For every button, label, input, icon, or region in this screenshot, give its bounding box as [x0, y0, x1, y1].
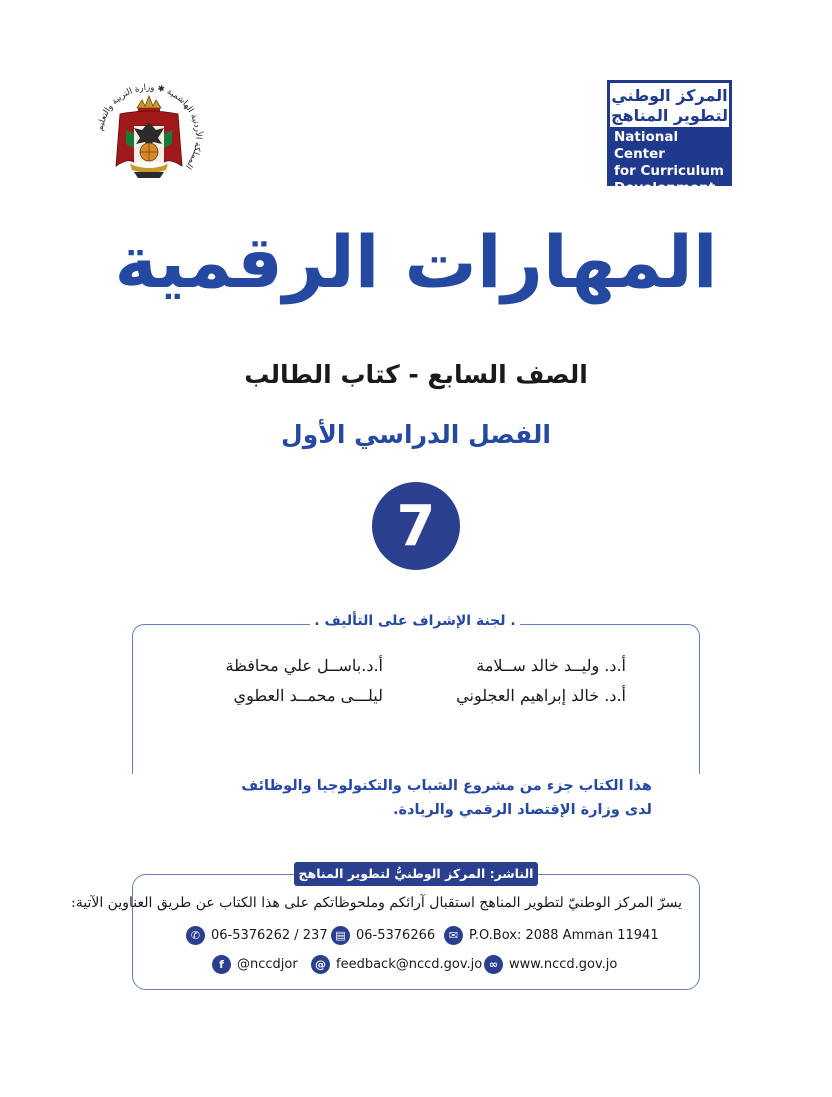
nccd-logo-english-line3: Development: [614, 180, 716, 196]
committee-member: ليلـــى محمــد العطوي: [233, 686, 383, 705]
website-url[interactable]: www.nccd.gov.jo: [509, 957, 618, 972]
committee-member: أ.د.باســل علي محافظة: [225, 656, 383, 675]
publisher-text: يسرّ المركز الوطنيّ لتطوير المناهج استقبال آرائكم وملحوظاتكم على هذا الكتاب عن طريق العناوين الآتية:: [71, 895, 682, 911]
contact-email[interactable]: [311, 955, 482, 974]
contact-facebook[interactable]: [212, 955, 298, 974]
nccd-logo-arabic-line2: لتطوير المناهج: [610, 106, 729, 125]
semester-title: الفصل الدراسي الأول: [281, 420, 551, 449]
pobox-address: P.O.Box: 2088 Amman 11941: [469, 928, 659, 943]
nccd-logo-arabic-line1: المركز الوطني: [611, 86, 728, 105]
fax-number: 06-5376266: [356, 928, 436, 943]
fax-icon: ▤: [331, 926, 350, 945]
nccd-logo-english-line2: for Curriculum: [614, 163, 724, 179]
committee-label: . لجنة الإشراف على التأليف .: [310, 610, 520, 632]
publisher-label: الناشر: المركز الوطنيُّ لتطوير المناهج: [294, 862, 538, 886]
committee-member: أ.د. وليــد خالد ســلامة: [476, 656, 626, 675]
phone-number: 06-5376262 / 237: [211, 928, 328, 943]
facebook-handle[interactable]: @nccdjor: [237, 957, 298, 972]
contact-website[interactable]: [484, 955, 617, 974]
mail-envelope-icon: ✉: [444, 926, 463, 945]
nccd-logo-arabic: [610, 83, 729, 130]
nccd-logo-english: [610, 127, 729, 196]
project-note: [172, 774, 652, 822]
project-note-line2: لدى وزارة الإقتصاد الرقمي والريادة.: [392, 802, 652, 818]
facebook-icon: f: [212, 955, 231, 974]
book-subtitle: الصف السابع - كتاب الطالب: [244, 360, 588, 389]
contact-fax: [331, 926, 435, 945]
phone-icon: ✆: [186, 926, 205, 945]
link-icon: ∞: [484, 955, 503, 974]
book-title: المهارات الرقمية: [114, 220, 718, 304]
contact-pobox: [444, 926, 659, 945]
committee-member: أ.د. خالد إبراهيم العجلوني: [456, 686, 626, 705]
email-address[interactable]: feedback@nccd.gov.jo: [336, 957, 483, 972]
nccd-logo: [607, 80, 732, 196]
contact-phone: [186, 926, 328, 945]
nccd-logo-english-line1: National Center: [614, 129, 679, 162]
project-note-line1: هذا الكتاب جزء من مشروع الشباب والتكنولوجيا والوظائف: [241, 778, 652, 794]
emblem-ring-text: المملكة الأردنية الهاشمية ✱ وزارة التربية والتعليم: [95, 82, 204, 171]
grade-number-badge: 7: [372, 482, 460, 570]
jordan-coat-of-arms-icon: [90, 78, 208, 196]
at-sign-icon: @: [311, 955, 330, 974]
